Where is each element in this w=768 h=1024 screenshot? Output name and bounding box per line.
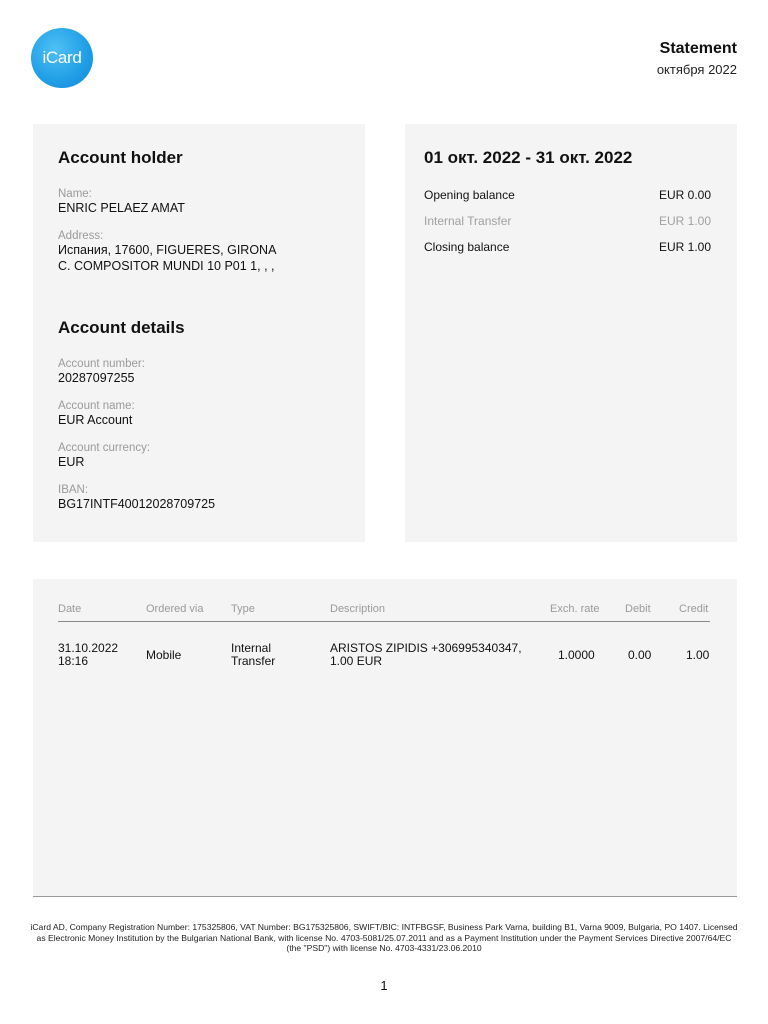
iban: BG17INTF40012028709725 bbox=[58, 497, 216, 511]
header-divider bbox=[58, 621, 710, 622]
internal-transfer-row bbox=[424, 214, 711, 228]
internal-transfer-label: Internal Transfer bbox=[424, 214, 512, 228]
iban-label: IBAN: bbox=[58, 484, 89, 496]
opening-balance-row bbox=[424, 188, 711, 202]
tx-credit: 1.00 bbox=[686, 648, 710, 662]
balance-summary-panel bbox=[405, 124, 737, 542]
col-header-debit: Debit bbox=[625, 603, 651, 615]
statement-period: октября 2022 bbox=[656, 62, 737, 77]
statement-header bbox=[657, 40, 737, 77]
col-header-ordered-via: Ordered via bbox=[146, 603, 204, 615]
tx-description-line-2: 1.00 EUR bbox=[330, 654, 383, 668]
account-info-panel bbox=[33, 124, 365, 542]
address-line-1: Испания, 17600, FIGUERES, GIRONA bbox=[58, 243, 277, 257]
closing-balance-row bbox=[424, 240, 711, 254]
opening-balance-value: EUR 0.00 bbox=[658, 188, 711, 202]
account-name-label: Account name: bbox=[58, 400, 135, 412]
tx-debit: 0.00 bbox=[628, 648, 652, 662]
account-details-heading: Account details bbox=[58, 318, 185, 337]
account-number-label: Account number: bbox=[58, 358, 145, 370]
holder-name: ENRIC PELAEZ AMAT bbox=[58, 201, 185, 215]
tx-exch-rate: 1.0000 bbox=[558, 648, 595, 662]
table-bottom-divider bbox=[33, 896, 737, 897]
closing-balance-value: EUR 1.00 bbox=[658, 240, 711, 254]
col-header-date: Date bbox=[58, 603, 82, 615]
name-label: Name: bbox=[58, 188, 92, 200]
account-holder-heading: Account holder bbox=[58, 148, 183, 167]
account-currency: EUR bbox=[58, 455, 85, 469]
col-header-exch-rate: Exch. rate bbox=[550, 603, 600, 615]
account-number: 20287097255 bbox=[58, 371, 135, 385]
account-currency-label: Account currency: bbox=[58, 442, 151, 454]
col-header-type: Type bbox=[231, 603, 255, 615]
tx-type-line-1: Internal bbox=[231, 641, 272, 655]
summary-period-heading: 01 окт. 2022 - 31 окт. 2022 bbox=[424, 148, 633, 167]
tx-type-line-2: Transfer bbox=[231, 654, 276, 668]
col-header-description: Description bbox=[330, 603, 386, 615]
legal-footer: iCard AD, Company Registration Number: 175325806, VAT Number: BG175325806, SWIFT/BIC: INTFBGSF, Business Park Varna, building B1, Varna 9009, Bulgaria, PO 1407. Licensed as Electronic Money Institution by the Bulgarian National Bank, with license No. 4703-5081/25.07.2011 and as a Payment Institution under the Payment Services Directive 2007/64/EC (the "PSD") with license No. 4703-4331/23.06.2010 bbox=[30, 922, 738, 953]
opening-balance-label: Opening balance bbox=[424, 188, 515, 202]
address-line-2: C. COMPOSITOR MUNDI 10 P01 1, , , bbox=[58, 259, 275, 273]
statement-title: Statement bbox=[659, 40, 737, 57]
address-label: Address: bbox=[58, 230, 104, 242]
closing-balance-label: Closing balance bbox=[424, 240, 510, 254]
tx-ordered-via: Mobile bbox=[146, 648, 182, 662]
tx-description-line-1: ARISTOS ZIPIDIS +306995340347, bbox=[330, 641, 522, 655]
internal-transfer-value: EUR 1.00 bbox=[658, 214, 711, 228]
logo-text: iCard bbox=[42, 48, 82, 67]
col-header-credit: Credit bbox=[679, 603, 709, 615]
transactions-table bbox=[33, 579, 737, 896]
icard-logo bbox=[31, 28, 93, 88]
tx-time: 18:16 bbox=[58, 654, 89, 668]
account-name: EUR Account bbox=[58, 413, 133, 427]
page-number: 1 bbox=[380, 978, 388, 993]
tx-date: 31.10.2022 bbox=[58, 641, 119, 655]
